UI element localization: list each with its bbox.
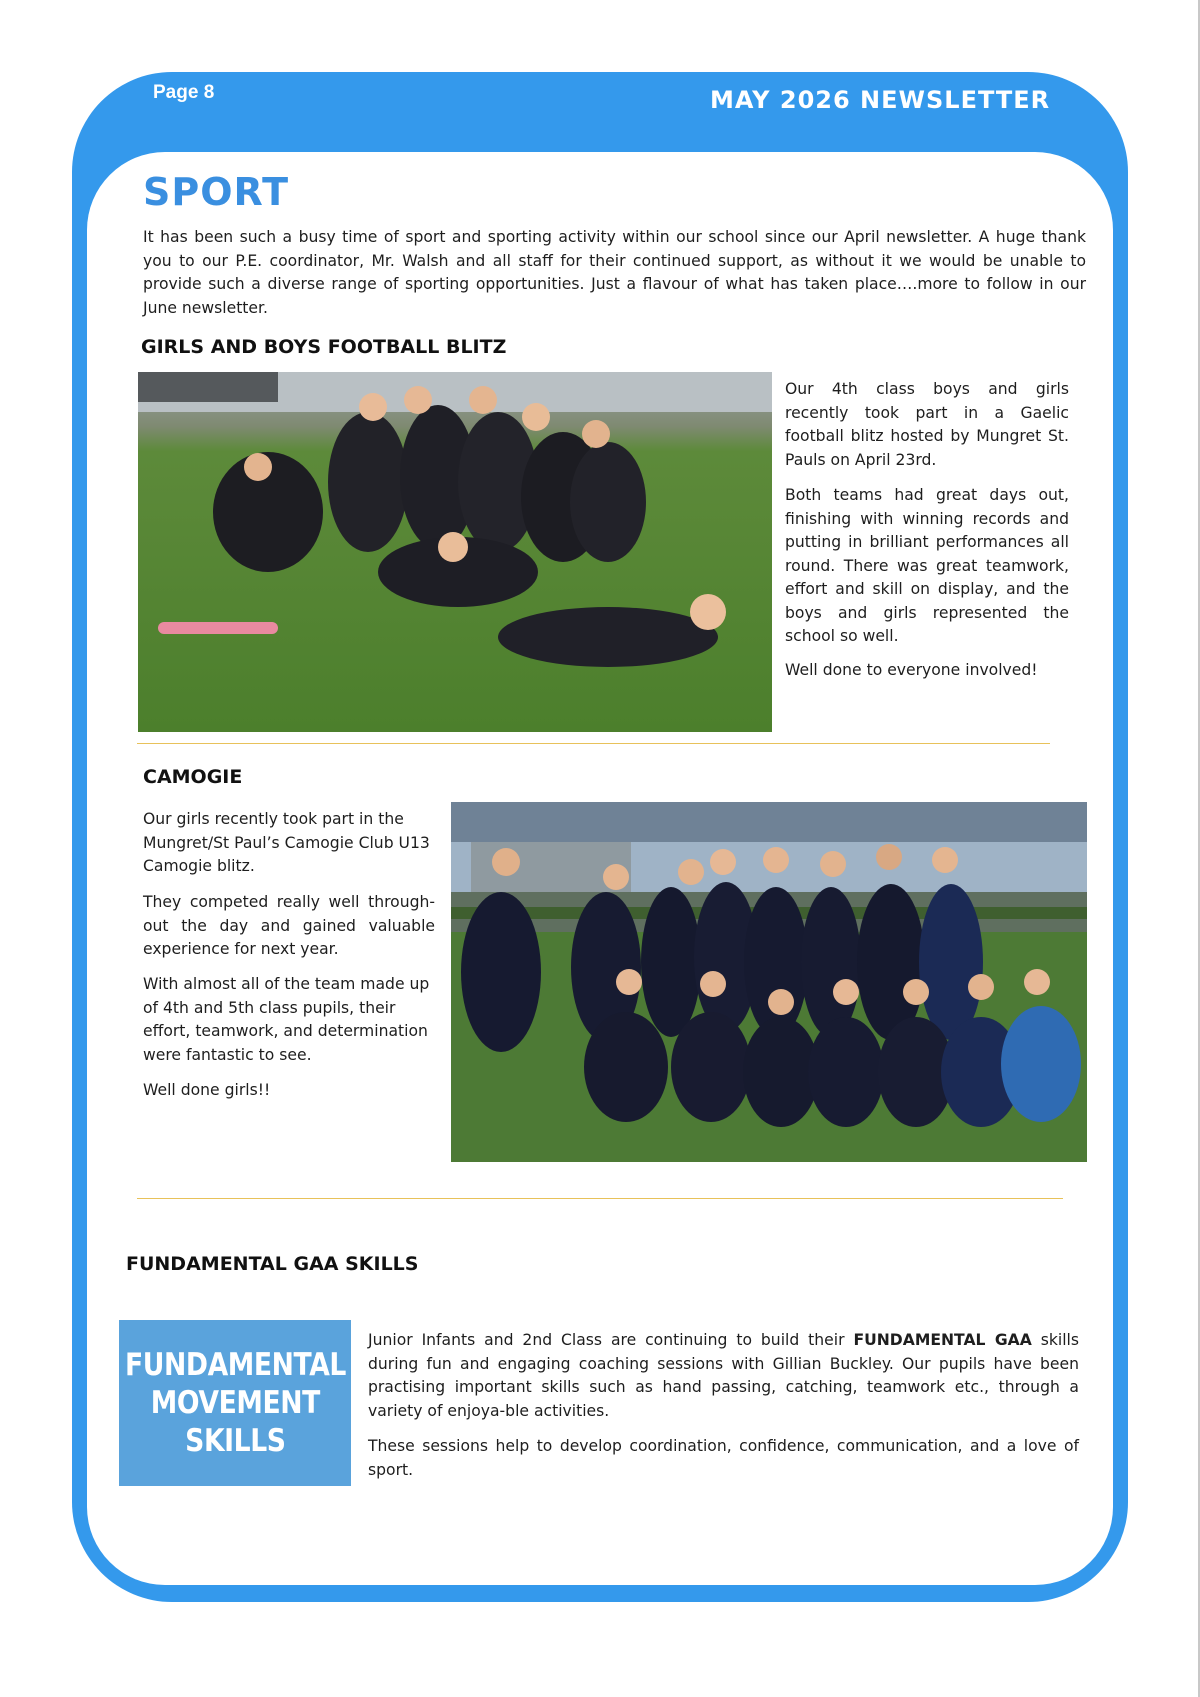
football-paragraph-1: Our 4th class boys and girls recently took part in a Gaelic football blitz hosted by Mungret St. Pauls on April 23rd.: [785, 380, 1069, 469]
gaa-paragraph-1-end: skills during fun and engaging coaching sessions with Gillian Buckley. Our pupils have been practising important skills such as hand passing, catching, teamwork etc., through a variety of enjoya-ble activities.: [368, 1331, 1079, 1420]
football-paragraph-2: Both teams had great days out, finishing with winning records and putting in brilliant performances all round. There was great teamwork, effort and skill on display, and the boys and girls represented the school so well.: [785, 486, 1069, 645]
gaa-paragraph-1-bold: FUNDAMENTAL GAA: [853, 1331, 1032, 1349]
football-paragraph-3: Well done to everyone involved!: [785, 661, 1038, 679]
gaa-paragraph-2: These sessions help to develop coordination, confidence, communication, and a love of sport.: [368, 1437, 1079, 1479]
gaa-heading: FUNDAMENTAL GAA SKILLS: [126, 1253, 419, 1275]
gaa-paragraph-1: [368, 1329, 1079, 1423]
divider-2: [137, 1198, 1063, 1199]
logo-line-3: SKILLS: [184, 1423, 286, 1459]
logo-line-2: MOVEMENT: [150, 1385, 320, 1421]
logo-line-1: FUNDAMENTAL: [124, 1347, 346, 1383]
camogie-team-photo: [451, 802, 1087, 1162]
camogie-heading: CAMOGIE: [143, 766, 243, 788]
page-number: Page 8: [153, 82, 215, 103]
fundamental-movement-skills-logo: [119, 1320, 351, 1486]
gaa-paragraph-1-start: Junior Infants and 2nd Class are continuing to build their: [368, 1331, 854, 1349]
newsletter-title: MAY 2026 NEWSLETTER: [710, 86, 1051, 114]
camogie-paragraph-4: Well done girls!!: [143, 1081, 271, 1099]
divider-1: [137, 743, 1050, 744]
camogie-paragraph-3: With almost all of the team made up of 4th and 5th class pupils, their effort, teamwork, and determination were fantastic to see.: [143, 975, 430, 1064]
camogie-paragraph-2: They competed really well through-out the day and gained valuable experience for next year.: [143, 893, 435, 958]
camogie-paragraph-1: Our girls recently took part in the Mungret/St Paul’s Camogie Club U13 Camogie blitz.: [143, 810, 430, 875]
football-team-photo: [138, 372, 772, 732]
intro-paragraph: It has been such a busy time of sport and sporting activity within our school since our April newsletter. A huge thank you to our P.E. coordinator, Mr. Walsh and all staff for their continued support, as without it we would be unable to provide such a diverse range of sporting opportunities. Just a flavour of what has taken place….more to follow in our June newsletter.: [143, 228, 1086, 317]
section-title: SPORT: [143, 170, 289, 214]
football-heading: GIRLS AND BOYS FOOTBALL BLITZ: [141, 336, 507, 358]
